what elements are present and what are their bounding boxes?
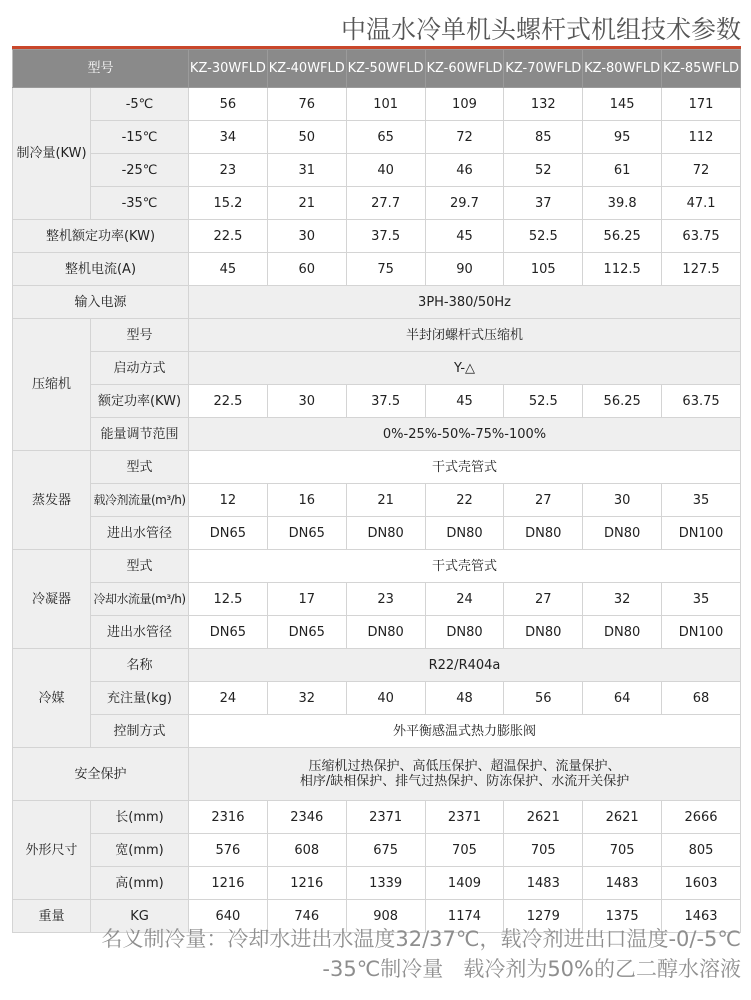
- cell: 68: [662, 682, 741, 715]
- cell: 64: [583, 682, 662, 715]
- cell: 908: [346, 900, 425, 933]
- cell: 2621: [583, 801, 662, 834]
- header-row: [13, 50, 741, 88]
- cell: 85: [504, 121, 583, 154]
- cell: 52.5: [504, 385, 583, 418]
- cell: 75: [346, 253, 425, 286]
- row-label: 名称: [91, 649, 189, 682]
- row-label: 整机额定功率(KW): [13, 220, 189, 253]
- cell: 21: [346, 484, 425, 517]
- row-label: 输入电源: [13, 286, 189, 319]
- cell: 12.5: [189, 583, 268, 616]
- cell: 675: [346, 834, 425, 867]
- cell: 32: [583, 583, 662, 616]
- row-label: 冷却水流量(m³/h): [91, 583, 189, 616]
- model-col: KZ-50WFLD: [346, 50, 425, 88]
- cell: 72: [662, 154, 741, 187]
- cell: 1216: [267, 867, 346, 900]
- cell: DN80: [504, 517, 583, 550]
- table-row: [13, 682, 741, 715]
- cell: 47.1: [662, 187, 741, 220]
- cell: 16: [267, 484, 346, 517]
- cell: 37.5: [346, 220, 425, 253]
- cell: 1463: [662, 900, 741, 933]
- cell: 127.5: [662, 253, 741, 286]
- cell: 1483: [504, 867, 583, 900]
- cell: 30: [267, 220, 346, 253]
- cell: DN65: [189, 517, 268, 550]
- cell: 705: [583, 834, 662, 867]
- row-label: 额定功率(KW): [91, 385, 189, 418]
- cell: 56.25: [583, 385, 662, 418]
- table-row: [13, 319, 741, 352]
- group-label: 外形尺寸: [13, 801, 91, 900]
- cell: 2316: [189, 801, 268, 834]
- merged-cell: 干式壳管式: [189, 550, 741, 583]
- model-col: KZ-80WFLD: [583, 50, 662, 88]
- cell: 63.75: [662, 385, 741, 418]
- cell: DN65: [189, 616, 268, 649]
- table-row: [13, 418, 741, 451]
- row-label: 长(mm): [91, 801, 189, 834]
- cell: 2371: [425, 801, 504, 834]
- cell: 640: [189, 900, 268, 933]
- row-label: 型式: [91, 550, 189, 583]
- footnote-line-2: -35℃制冷量 载冷剂为50%的乙二醇水溶液: [322, 957, 741, 981]
- cell: 1375: [583, 900, 662, 933]
- row-label: -15℃: [91, 121, 189, 154]
- cell: 72: [425, 121, 504, 154]
- row-label: 高(mm): [91, 867, 189, 900]
- cell: 56.25: [583, 220, 662, 253]
- cell: 52: [504, 154, 583, 187]
- group-label: 重量: [13, 900, 91, 933]
- cell: 1279: [504, 900, 583, 933]
- cell: 1216: [189, 867, 268, 900]
- row-label: 充注量(kg): [91, 682, 189, 715]
- table-row: [13, 88, 741, 121]
- cell: 2621: [504, 801, 583, 834]
- cell: 12: [189, 484, 268, 517]
- cell: 1409: [425, 867, 504, 900]
- table-row: [13, 352, 741, 385]
- table-row: [13, 253, 741, 286]
- cell: 56: [504, 682, 583, 715]
- cell: DN100: [662, 616, 741, 649]
- cell: 746: [267, 900, 346, 933]
- cell: 29.7: [425, 187, 504, 220]
- cell: 27.7: [346, 187, 425, 220]
- table-row: [13, 801, 741, 834]
- row-label: 进出水管径: [91, 517, 189, 550]
- cell: 60: [267, 253, 346, 286]
- table-row: [13, 286, 741, 319]
- cell: 31: [267, 154, 346, 187]
- cell: 27: [504, 484, 583, 517]
- row-label: -5℃: [91, 88, 189, 121]
- table-row: [13, 616, 741, 649]
- cell: 39.8: [583, 187, 662, 220]
- cell: DN80: [425, 517, 504, 550]
- cell: DN80: [583, 616, 662, 649]
- cell: DN80: [504, 616, 583, 649]
- cell: 95: [583, 121, 662, 154]
- table-row: [13, 649, 741, 682]
- cell: DN80: [583, 517, 662, 550]
- cell: 50: [267, 121, 346, 154]
- cell: 23: [346, 583, 425, 616]
- cell: 1339: [346, 867, 425, 900]
- cell: 22: [425, 484, 504, 517]
- cell: 705: [504, 834, 583, 867]
- table-row: [13, 220, 741, 253]
- table-row: [13, 834, 741, 867]
- row-label: 宽(mm): [91, 834, 189, 867]
- table-row: [13, 484, 741, 517]
- cell: 63.75: [662, 220, 741, 253]
- cell: 27: [504, 583, 583, 616]
- cell: 34: [189, 121, 268, 154]
- merged-cell: 0%-25%-50%-75%-100%: [189, 418, 741, 451]
- table-row: [13, 715, 741, 748]
- row-label: 型号: [91, 319, 189, 352]
- merged-cell: R22/R404a: [189, 649, 741, 682]
- cell: DN100: [662, 517, 741, 550]
- cell: 1603: [662, 867, 741, 900]
- merged-cell: Y-△: [189, 352, 741, 385]
- cell: 40: [346, 682, 425, 715]
- cell: 45: [425, 220, 504, 253]
- merged-cell: 3PH-380/50Hz: [189, 286, 741, 319]
- cell: 2346: [267, 801, 346, 834]
- table-row: [13, 517, 741, 550]
- model-col: KZ-85WFLD: [662, 50, 741, 88]
- table-row: [13, 583, 741, 616]
- model-col: KZ-70WFLD: [504, 50, 583, 88]
- cell: 1483: [583, 867, 662, 900]
- footnote-line-1: 名义制冷量：冷却水进出水温度32/37℃，载冷剂进出口温度-0/-5℃: [101, 927, 741, 951]
- row-label: 整机电流(A): [13, 253, 189, 286]
- cell: 22.5: [189, 220, 268, 253]
- cell: 112: [662, 121, 741, 154]
- merged-cell: 半封闭螺杆式压缩机: [189, 319, 741, 352]
- row-label: KG: [91, 900, 189, 933]
- cell: 45: [189, 253, 268, 286]
- footnote: [101, 924, 741, 984]
- cell: 46: [425, 154, 504, 187]
- cell: 37: [504, 187, 583, 220]
- cell: 805: [662, 834, 741, 867]
- cell: 2666: [662, 801, 741, 834]
- model-col: KZ-40WFLD: [267, 50, 346, 88]
- spec-table: [12, 49, 741, 933]
- row-label: 能量调节范围: [91, 418, 189, 451]
- cell: 24: [425, 583, 504, 616]
- cell: 105: [504, 253, 583, 286]
- model-col: KZ-60WFLD: [425, 50, 504, 88]
- row-label: 型式: [91, 451, 189, 484]
- cell: 705: [425, 834, 504, 867]
- cell: 52.5: [504, 220, 583, 253]
- cell: 35: [662, 484, 741, 517]
- model-header: 型号: [13, 50, 189, 88]
- cell: 61: [583, 154, 662, 187]
- cell: 1174: [425, 900, 504, 933]
- cell: 15.2: [189, 187, 268, 220]
- row-label: 控制方式: [91, 715, 189, 748]
- merged-cell: 干式壳管式: [189, 451, 741, 484]
- cell: 45: [425, 385, 504, 418]
- cell: 21: [267, 187, 346, 220]
- cell: 35: [662, 583, 741, 616]
- cell: 90: [425, 253, 504, 286]
- table-row: [13, 867, 741, 900]
- cell: 608: [267, 834, 346, 867]
- cell: 24: [189, 682, 268, 715]
- safety-line-1: 压缩机过热保护、高低压保护、超温保护、流量保护、: [308, 759, 621, 774]
- model-col: KZ-30WFLD: [189, 50, 268, 88]
- group-label: 蒸发器: [13, 451, 91, 550]
- cell: DN65: [267, 616, 346, 649]
- row-label: 进出水管径: [91, 616, 189, 649]
- group-label: 冷媒: [13, 649, 91, 748]
- group-label: 制冷量(KW): [13, 88, 91, 220]
- row-label: 安全保护: [13, 748, 189, 801]
- cell: 576: [189, 834, 268, 867]
- cell: 37.5: [346, 385, 425, 418]
- table-row: [13, 748, 741, 801]
- cell: DN80: [346, 616, 425, 649]
- cell: 32: [267, 682, 346, 715]
- cell: 145: [583, 88, 662, 121]
- safety-line-2: 相序/缺相保护、排气过热保护、防冻保护、水流开关保护: [299, 774, 630, 789]
- cell: 109: [425, 88, 504, 121]
- cell: 2371: [346, 801, 425, 834]
- merged-cell: 外平衡感温式热力膨胀阀: [189, 715, 741, 748]
- cell: 56: [189, 88, 268, 121]
- cell: 23: [189, 154, 268, 187]
- table-row: [13, 385, 741, 418]
- merged-cell: [189, 748, 741, 801]
- cell: 65: [346, 121, 425, 154]
- cell: 48: [425, 682, 504, 715]
- page-title: 中温水冷单机头螺杆式机组技术参数: [340, 15, 741, 44]
- cell: 22.5: [189, 385, 268, 418]
- table-row: [13, 121, 741, 154]
- cell: 30: [583, 484, 662, 517]
- row-label: -35℃: [91, 187, 189, 220]
- table-row: [13, 550, 741, 583]
- cell: DN65: [267, 517, 346, 550]
- row-label: -25℃: [91, 154, 189, 187]
- cell: 112.5: [583, 253, 662, 286]
- cell: 17: [267, 583, 346, 616]
- row-label: 载冷剂流量(m³/h): [91, 484, 189, 517]
- row-label: 启动方式: [91, 352, 189, 385]
- cell: 76: [267, 88, 346, 121]
- table-row: [13, 154, 741, 187]
- group-label: 冷凝器: [13, 550, 91, 649]
- cell: 101: [346, 88, 425, 121]
- cell: 40: [346, 154, 425, 187]
- table-row: [13, 451, 741, 484]
- table-row: [13, 187, 741, 220]
- cell: 171: [662, 88, 741, 121]
- cell: 132: [504, 88, 583, 121]
- cell: 30: [267, 385, 346, 418]
- group-label: 压缩机: [13, 319, 91, 451]
- cell: DN80: [346, 517, 425, 550]
- cell: DN80: [425, 616, 504, 649]
